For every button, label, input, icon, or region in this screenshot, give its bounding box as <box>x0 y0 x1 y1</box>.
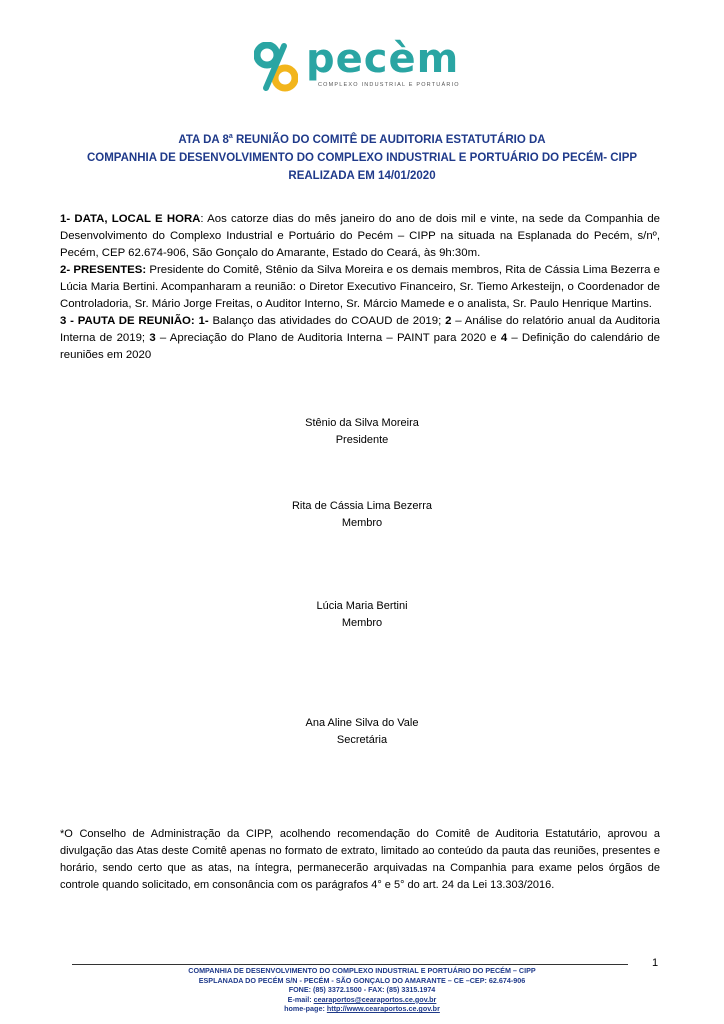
signature-block <box>0 498 724 532</box>
ordinal-sup: a <box>228 133 233 140</box>
signature-block <box>0 715 724 749</box>
page-number: 1 <box>652 957 659 969</box>
signature-name: Rita de Cássia Lima Bezerra <box>291 500 432 512</box>
signature-name: Stênio da Silva Moreira <box>305 417 419 429</box>
footer-homepage-row: home-page: http://www.cearaportos.ce.gov.br <box>284 1004 440 1014</box>
logo-subtitle: COMPLEXO INDUSTRIAL E PORTUÁRIO <box>318 82 460 88</box>
signature-block <box>0 415 724 449</box>
signature-role: Membro <box>341 617 383 629</box>
signature-role: Secretária <box>336 734 388 746</box>
pecem-logo-icon <box>254 42 298 92</box>
section-attendees: 2- PRESENTES: Presidente do Comitê, Stênio da Silva Moreira e os demais membros, Rita de Cássia Lima Bezerra e Lúcia Maria Bertini. Acompanharam a reunião: o Diretor Executivo Financeiro, Sr. Tiemo Arkesteijn, o Coordenador de Controladoria, Sr. Mário Jorge Freitas, o Auditor Interno, Sr. Márcio Mamede e o analista, Sr. Paulo Henrique Martins. <box>60 264 660 310</box>
pecem-logo <box>254 36 460 96</box>
title-line-1: ATA DA 8$^a$ REUNIÃO DO COMITÊ DE AUDITORIA ESTATUTÁRIO DA <box>178 133 546 146</box>
footer-company: COMPANHIA DE DESENVOLVIMENTO DO COMPLEXO INDUSTRIAL E PORTUÁRIO DO PECÉM – CIPP <box>188 966 536 975</box>
title-line-2: COMPANHIA DE DESENVOLVIMENTO DO COMPLEXO INDUSTRIAL E PORTUÁRIO DO PECÉM- CIPP <box>86 151 638 164</box>
document-title <box>40 128 684 185</box>
signature-name: Ana Aline Silva do Vale <box>305 717 419 729</box>
disclosure-note: *O Conselho de Administração da CIPP, acolhendo recomendação do Comitê de Auditoria Estatutário, aprovou a divulgação das Atas deste Comitê apenas no formato de extrato, limitado ao conteúdo da pauta das reuniões, presentes e horário, sendo certo que as atas, na íntegra, permanecerão arquivadas na Companhia para exame pelos órgãos de controle quando solicitado, em consonância com os parágrafos 4° e 5° do art. 24 da Lei 13.303/2016. <box>60 828 660 891</box>
title-line-3: REALIZADA EM 14/01/2020 <box>288 169 436 182</box>
signature-name: Lúcia Maria Bertini <box>316 600 408 612</box>
section-agenda: 3 - PAUTA DE REUNIÃO: 1- Balanço das atividades do COAUD de 2019; 2 – Análise do relatório anual da Auditoria Interna de 2019; 3 – Apreciação do Plano de Auditoria Interna – PAINT para 2020 e 4 – Definição do calendário de reuniões em 2020 <box>60 315 660 361</box>
logo-wordmark: pecèm <box>306 36 460 82</box>
footer-email-link[interactable]: cearaportos@cearaportos.ce.gov.br <box>313 994 437 1004</box>
signature-role: Presidente <box>335 434 389 446</box>
page-footer <box>60 966 664 1014</box>
footer-address: ESPLANADA DO PECÉM S/N - PECÉM - SÃO GONÇALO DO AMARANTE – CE –CEP: 62.674-906 <box>198 975 526 985</box>
signature-block <box>0 598 724 632</box>
section-date-place-time: 1- DATA, LOCAL E HORA: Aos catorze dias do mês janeiro do ano de dois mil e vinte, na sede da Companhia de Desenvolvimento do Complexo Industrial e Portuário do Pecém – CIPP na situada na Esplanada do Pecém, s/nº, Pecém, CEP 62.674-906, São Gonçalo do Amarante, Estado do Ceará, às 9h:30m. <box>60 213 660 259</box>
footer-email-row: E-mail: cearaportos@cearaportos.ce.gov.br <box>287 994 437 1004</box>
signature-role: Membro <box>341 517 383 529</box>
footer-divider <box>72 964 628 965</box>
footer-phone: FONE: (85) 3372.1500 - FAX: (85) 3315.1974 <box>288 985 436 995</box>
minutes-body <box>60 211 660 364</box>
footer-homepage-link[interactable]: http://www.cearaportos.ce.gov.br <box>326 1004 440 1014</box>
